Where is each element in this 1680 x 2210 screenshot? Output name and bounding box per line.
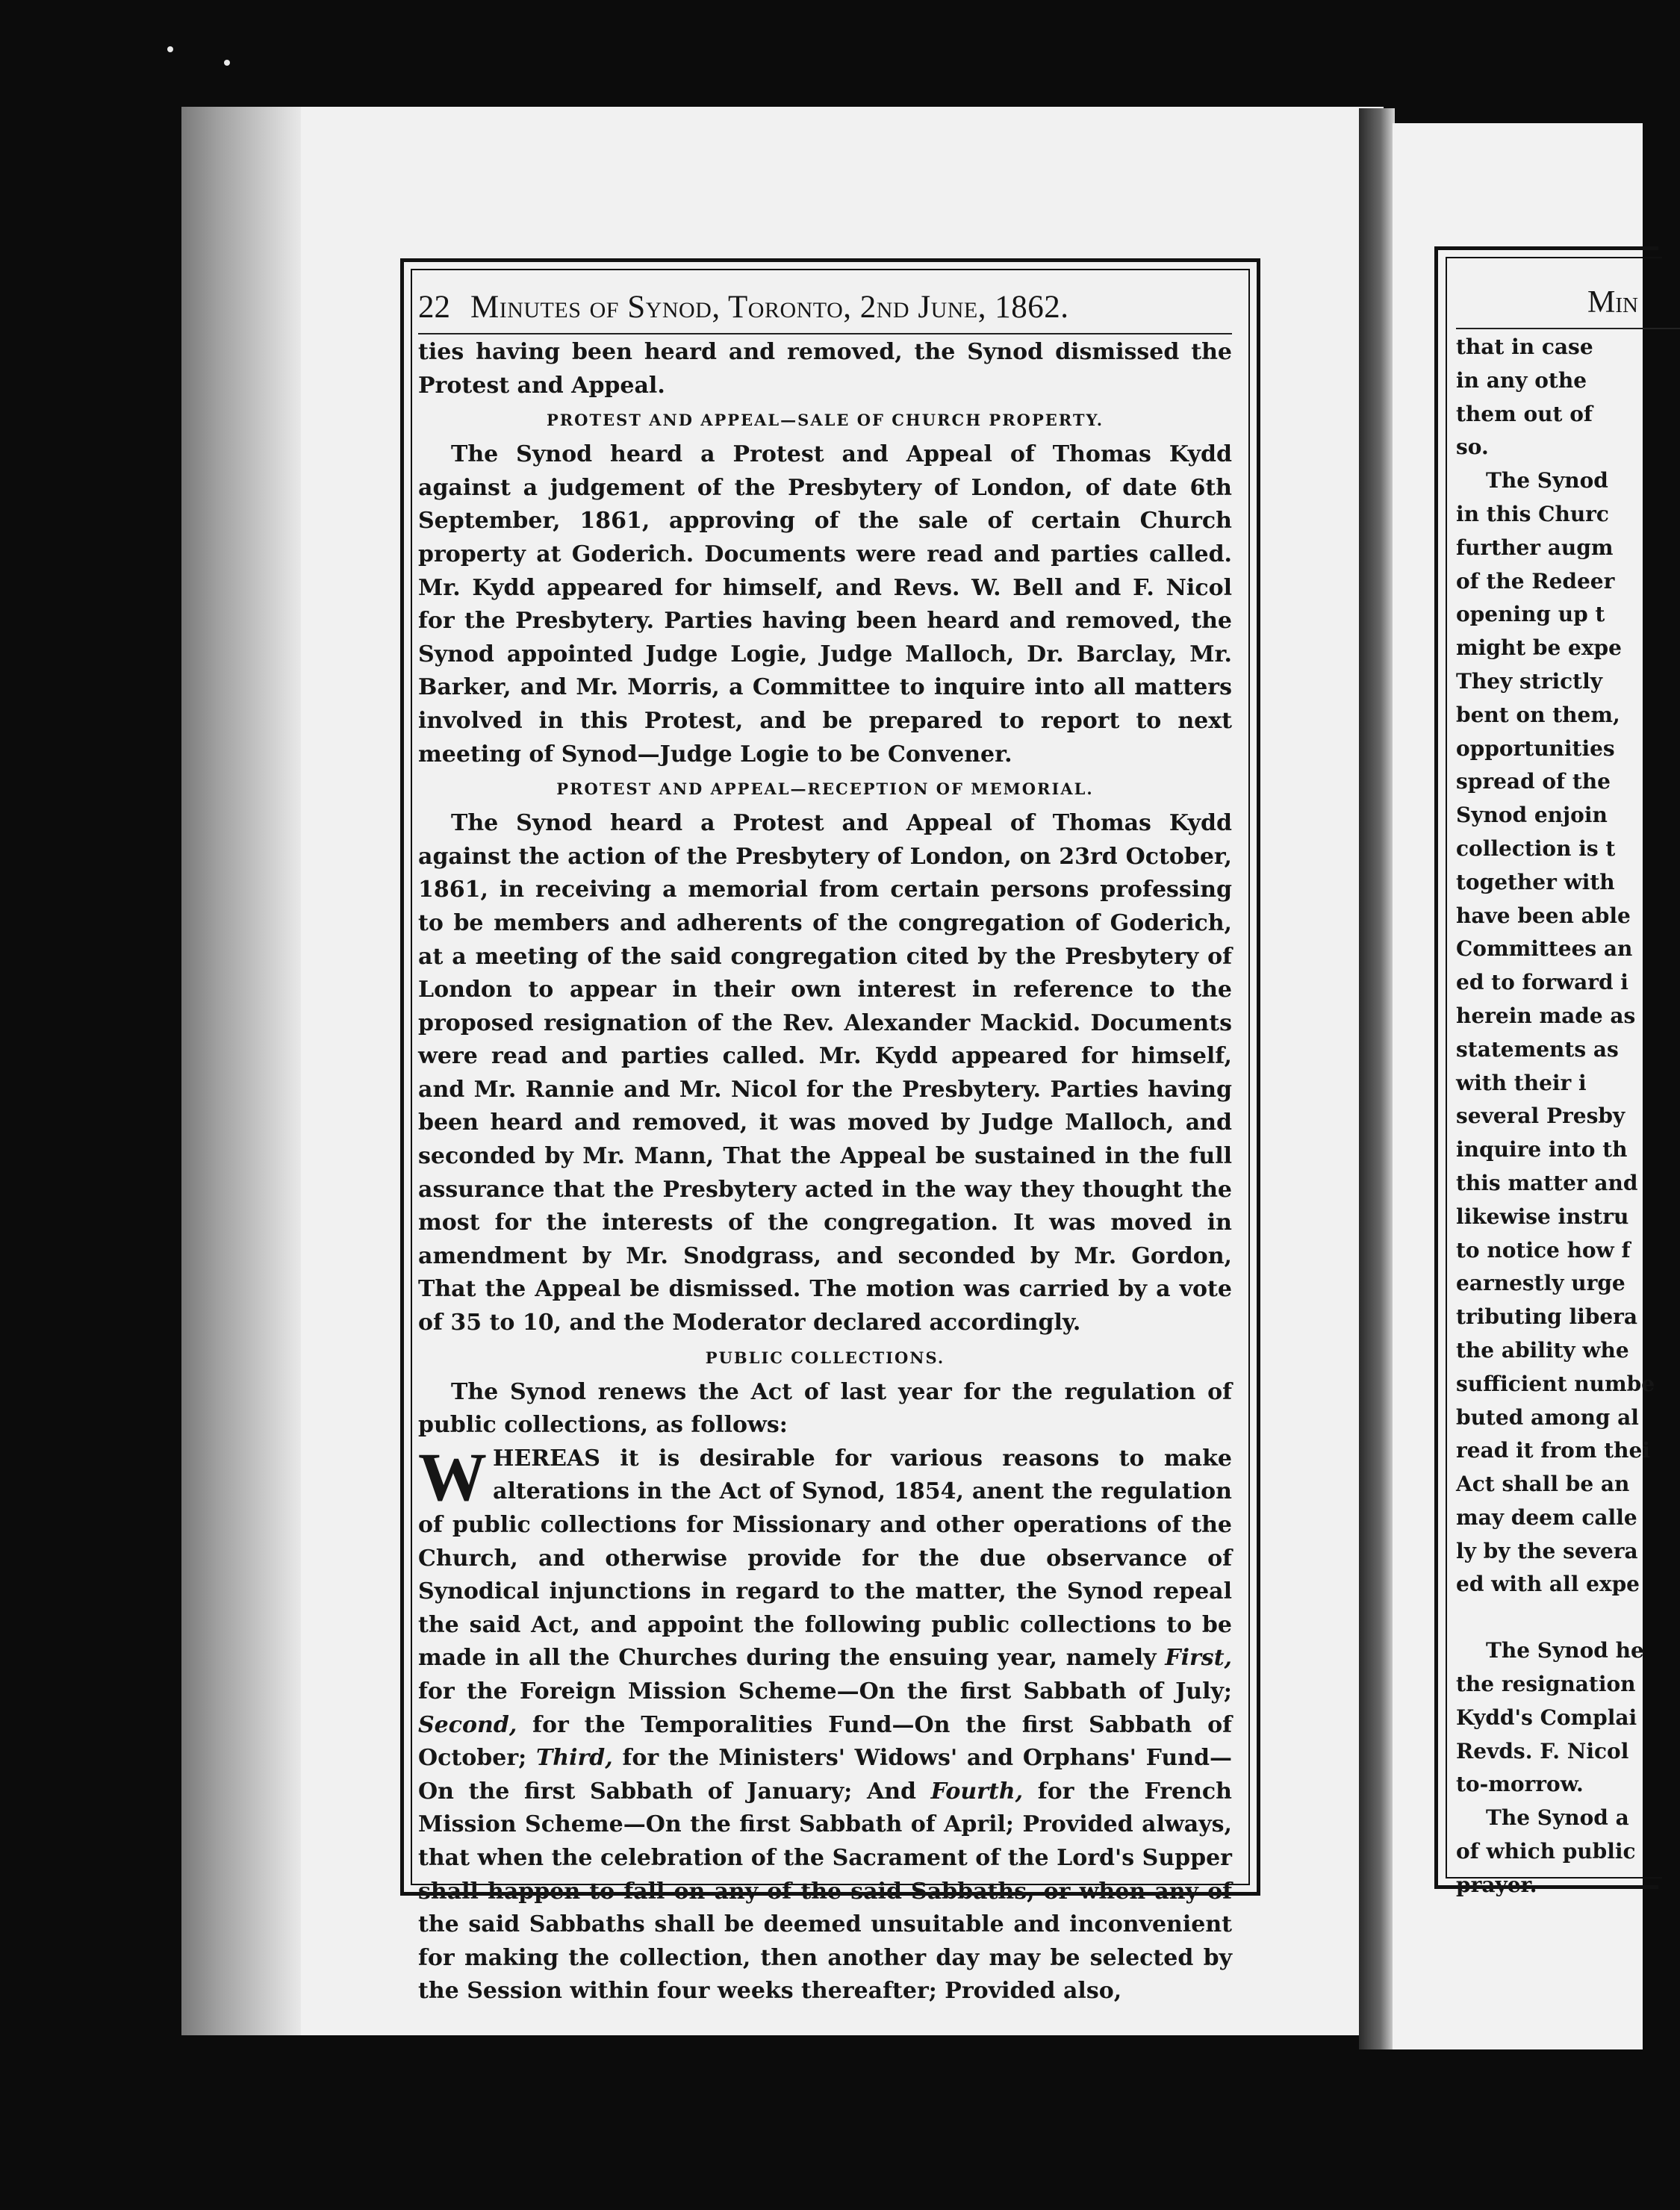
right-text-line: Committees an: [1456, 936, 1633, 962]
book-gutter: [1359, 108, 1395, 2049]
running-head: [418, 285, 1232, 330]
right-text-line: them out of: [1456, 401, 1593, 426]
right-text-line: Revds. F. Nicol: [1456, 1738, 1629, 1764]
drop-cap: W: [418, 1438, 487, 1515]
act-paragraph: WHEREAS it is desirable for various reasons to make alterations in the Act of Synod, 1854, anent the regulation of public collections for Missionary and other operations of the Church, and otherwise provide for the due observance of Synodical injunctions in regard to the matter, the Synod repeal the said Act, and appoint the following public collections to be made in all the Churches during the ensuing year, namely First, for the Foreign Mission Scheme—On the first Sabbath of July; Second, for the Temporalities Fund—On the first Sabbath of October; Third, for the Ministers' Widows' and Orphans' Fund—On the first Sabbath of January; And Fourth, for the French Mission Scheme—On the first Sabbath of April; Provided always, that when the celebration of the Sacrament of the Lord's Supper shall happen to fall on any of the said Sabbaths, or when any of the said Sabbaths shall be deemed unsuitable and inconvenient for making the collection, then another day may be selected by the Session within four weeks thereafter; Provided also,: [418, 1438, 1232, 2005]
right-text-line: this matter and: [1456, 1170, 1638, 1195]
paragraph: The Synod renews the Act of last year for the regulation of public collections, as follows:: [418, 1378, 1232, 1439]
right-text-line: to notice how f: [1456, 1237, 1631, 1263]
right-text-line: spread of the: [1456, 769, 1611, 794]
right-text-line: opening up t: [1456, 602, 1605, 627]
section-heading: PROTEST AND APPEAL—SALE OF CHURCH PROPERTY.: [546, 411, 1104, 430]
right-text-line: likewise instru: [1456, 1204, 1629, 1229]
right-text-line: further augm: [1456, 535, 1614, 560]
right-page-text: [1456, 280, 1680, 1897]
section-heading: PROTEST AND APPEAL—RECEPTION OF MEMORIAL.: [556, 779, 1094, 799]
right-text-line: bent on them,: [1456, 702, 1620, 727]
right-text-line: Act shall be an: [1456, 1472, 1630, 1497]
right-text-line: might be expe: [1456, 635, 1622, 661]
right-text-line: The Synod he: [1486, 1638, 1644, 1663]
right-text-line: inquire into th: [1456, 1137, 1628, 1162]
section-heading: PUBLIC COLLECTIONS.: [705, 1348, 945, 1367]
right-text-line: buted among al: [1456, 1404, 1639, 1430]
left-page-text: [418, 285, 1232, 2005]
right-text-line: of which public: [1456, 1839, 1636, 1864]
paragraph: The Synod heard a Protest and Appeal of Thomas Kydd against a judgement of the Presbytery of London, of date 6th September, 1861, approving of the sale of certain Church property at Goderich. Documents were read and parties called. Mr. Kydd appeared for himself, and Revs. W. Bell and F. Nicol for the Presbytery. Parties having been heard and removed, the Synod appointed Judge Logie, Judge Malloch, Dr. Barclay, Mr. Barker, and Mr. Morris, a Committee to inquire into all matters involved in this Protest, and be prepared to report to next meeting of Synod—Judge Logie to be Convener.: [418, 441, 1232, 768]
paragraph: The Synod heard a Protest and Appeal of Thomas Kydd against the action of the Presbytery of London, on 23rd October, 1861, in receiving a memorial from certain persons professing to be members and adherents of the congregation of Goderich, at a meeting of the said congregation cited by the Presbytery of London to appear in their own interest in reference to the proposed resignation of the Rev. Alexander Mackid. Documents were read and parties called. Mr. Kydd appeared for himself, and Mr. Rannie and Mr. Nicol for the Presbytery. Parties having been heard and removed, it was moved by Judge Malloch, and seconded by Mr. Mann, That the Appeal be sustained in the full assurance that the Presbytery acted in the way they thought the most for the interests of the congregation. It was moved in amendment by Mr. Snodgrass, and seconded by Mr. Gordon, That the Appeal be dismissed. The motion was carried by a vote of 35 to 10, and the Moderator declared accordingly.: [418, 810, 1232, 1336]
right-text-line: together with: [1456, 869, 1615, 894]
right-text-line: the ability whe: [1456, 1337, 1629, 1363]
right-text-line: of the Redeer: [1456, 568, 1615, 594]
right-text-line: ly by the severa: [1456, 1538, 1638, 1563]
right-header-rule: [1456, 328, 1680, 329]
right-text-line: that in case: [1456, 334, 1593, 359]
right-text-lines: [1456, 331, 1680, 1902]
right-text-line: may deem calle: [1456, 1504, 1637, 1530]
right-text-line: in any othe: [1456, 367, 1587, 393]
right-text-line: earnestly urge: [1456, 1271, 1625, 1296]
right-text-line: in this Churc: [1456, 501, 1609, 526]
right-text-line: to-morrow.: [1456, 1772, 1584, 1797]
page-edge-shadow: [181, 107, 301, 2035]
right-text-line: They strictly: [1456, 668, 1602, 694]
right-text-line: The Synod a: [1486, 1805, 1629, 1831]
right-text-line: [1456, 1602, 1680, 1634]
right-text-line: collection is t: [1456, 835, 1616, 861]
right-text-line: Synod enjoin: [1456, 803, 1608, 828]
right-text-line: opportunities: [1456, 735, 1615, 761]
right-text-line: tributing libera: [1456, 1304, 1638, 1330]
right-text-line: sufficient numbe: [1456, 1371, 1655, 1396]
right-text-line: statements as: [1456, 1036, 1619, 1062]
right-text-line: have been able: [1456, 903, 1631, 928]
right-text-line: prayer.: [1456, 1872, 1537, 1897]
right-text-line: so.: [1456, 435, 1489, 460]
right-text-line: read it from thei: [1456, 1438, 1650, 1463]
right-running-title: Min: [1587, 285, 1638, 320]
running-title: Minutes of Synod, Toronto, 2nd June, 1862.: [470, 290, 1069, 325]
right-text-line: The Synod: [1486, 468, 1608, 494]
paragraph: ties having been heard and removed, the Synod dismissed the Protest and Appeal.: [418, 339, 1232, 399]
right-text-line: with their i: [1456, 1070, 1587, 1095]
right-text-line: several Presby: [1456, 1104, 1625, 1129]
right-text-line: Kydd's Complai: [1456, 1705, 1637, 1730]
right-text-line: herein made as: [1456, 1003, 1636, 1028]
right-text-line: ed with all expe: [1456, 1572, 1640, 1597]
text-blocks: [418, 336, 1232, 1442]
page-number: 22: [418, 290, 450, 325]
right-text-line: ed to forward i: [1456, 970, 1628, 995]
header-rule: [418, 333, 1232, 334]
right-text-line: the resignation: [1456, 1672, 1636, 1697]
